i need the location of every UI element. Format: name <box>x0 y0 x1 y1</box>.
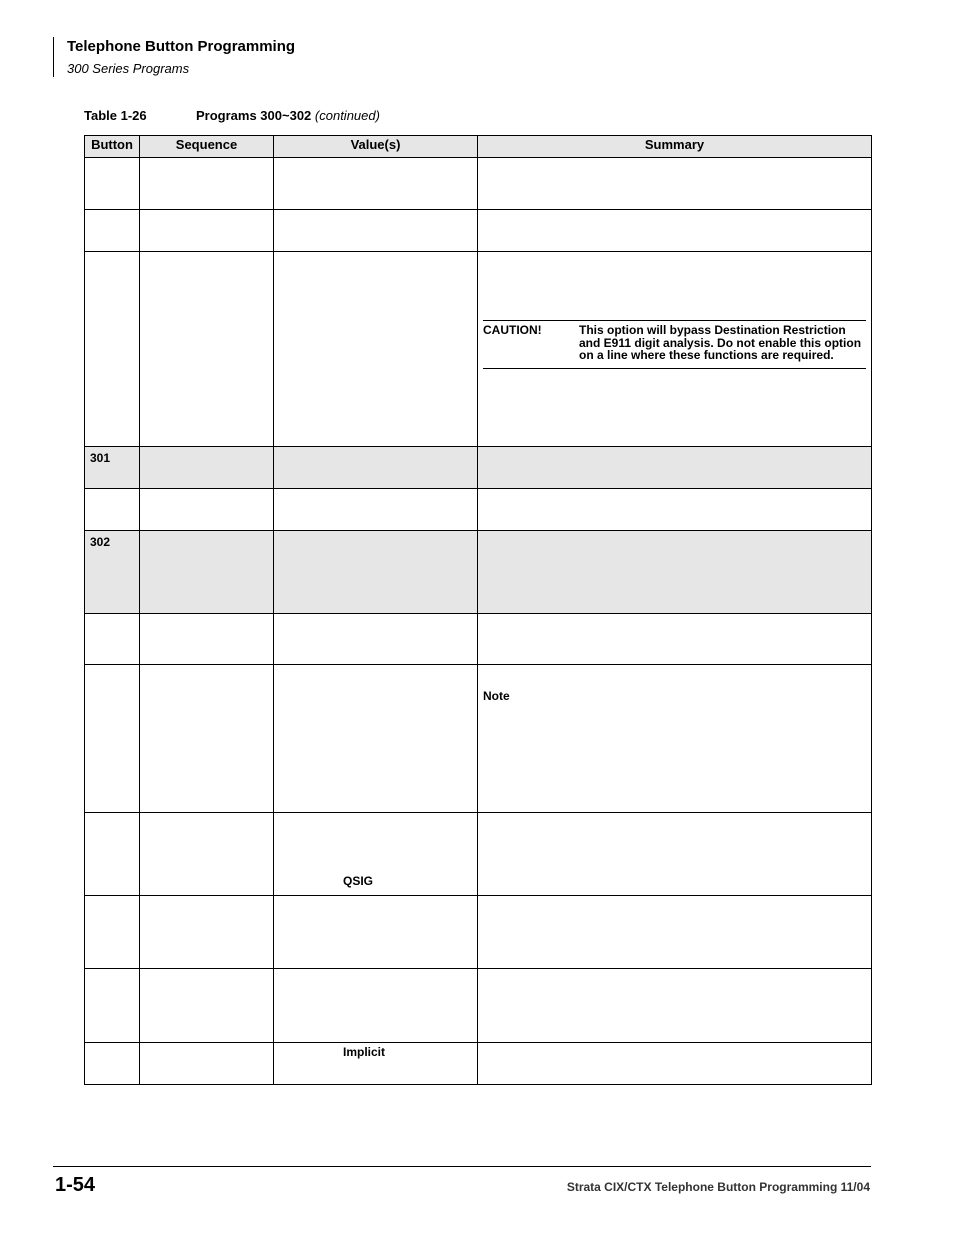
table-header-row <box>85 136 872 158</box>
table-row <box>85 489 872 531</box>
header-subtitle: 300 Series Programs <box>67 61 190 76</box>
table-row <box>85 969 872 1043</box>
note-label: Note <box>483 689 510 703</box>
caution-label: CAUTION! <box>483 323 542 337</box>
caution-box <box>483 320 866 369</box>
table-continued: (continued) <box>314 108 380 123</box>
table-row <box>85 614 872 665</box>
caution-text: This option will bypass Destination Restriction and E911 digit analysis. Do not enable this option on a line where these functions are required. <box>579 323 862 362</box>
header-title: Telephone Button Programming <box>67 38 296 55</box>
table-row <box>85 158 872 210</box>
table-row <box>85 665 872 813</box>
col-values: Value(s) <box>274 136 478 158</box>
table-row <box>85 1043 872 1085</box>
table-row <box>85 896 872 969</box>
button-302: 302 <box>85 531 140 614</box>
table-row <box>85 813 872 896</box>
col-button: Button <box>85 136 140 158</box>
table-title-wrap <box>196 108 380 123</box>
caution-cell <box>478 252 872 447</box>
table-row <box>85 210 872 252</box>
col-summary: Summary <box>478 136 872 158</box>
table-number: Table 1-26 <box>84 108 147 123</box>
header-rule <box>53 37 54 77</box>
programs-table <box>84 135 872 1085</box>
footer-rule <box>53 1166 871 1167</box>
implicit-label: Implicit <box>343 1045 386 1059</box>
table-caption <box>84 108 380 123</box>
table-row <box>85 531 872 614</box>
button-301: 301 <box>85 447 140 489</box>
table-title: Programs 300~302 <box>196 108 312 123</box>
table-row <box>85 252 872 447</box>
col-sequence: Sequence <box>140 136 274 158</box>
qsig-label: QSIG <box>343 874 374 888</box>
footer-text: Strata CIX/CTX Telephone Button Programming 11/04 <box>566 1180 870 1194</box>
page-number: 1-54 <box>55 1174 96 1196</box>
table-row <box>85 447 872 489</box>
